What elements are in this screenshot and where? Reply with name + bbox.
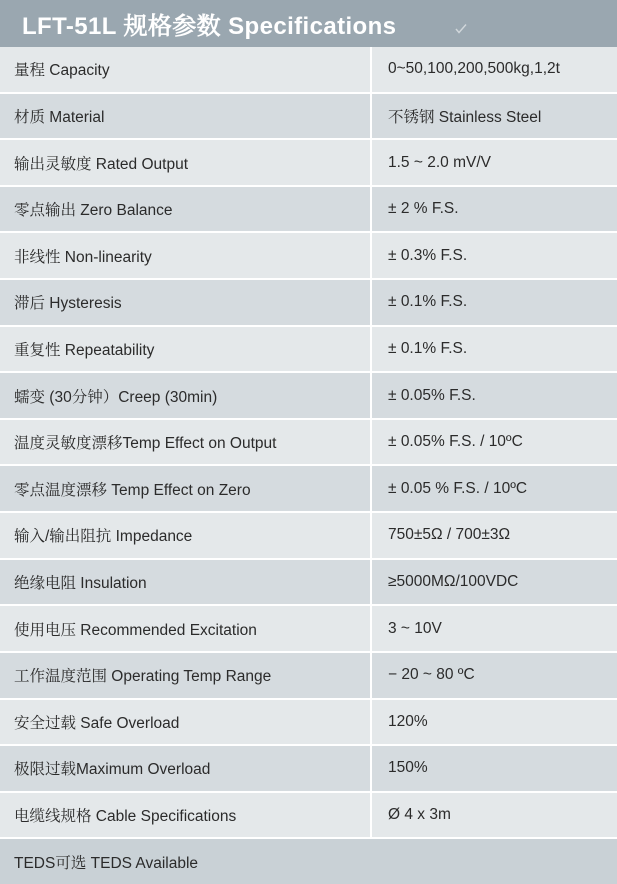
table-row	[0, 280, 617, 327]
spec-label: 输入/输出阻抗 Impedance	[0, 513, 372, 558]
spec-value: 不锈钢 Stainless Steel	[372, 94, 617, 139]
spec-label: 零点温度漂移 Temp Effect on Zero	[0, 466, 372, 511]
spec-value: 3 ~ 10V	[372, 606, 617, 651]
spec-value: 150%	[372, 746, 617, 791]
spec-label: 蠕变 (30分钟）Creep (30min)	[0, 373, 372, 418]
spec-value: ± 0.05% F.S. / 10ºC	[372, 420, 617, 465]
spec-value: Ø 4 x 3m	[372, 793, 617, 838]
spec-label: 工作温度范围 Operating Temp Range	[0, 653, 372, 698]
spec-value: 1.5 ~ 2.0 mV/V	[372, 140, 617, 185]
spec-value: 750±5Ω / 700±3Ω	[372, 513, 617, 558]
table-row	[0, 140, 617, 187]
table-row	[0, 47, 617, 94]
checkmark-icon	[455, 24, 467, 34]
table-row	[0, 420, 617, 467]
table-row	[0, 653, 617, 700]
spec-value: ± 2 % F.S.	[372, 187, 617, 232]
spec-label: 电缆线规格 Cable Specifications	[0, 793, 372, 838]
spec-value: − 20 ~ 80 ºC	[372, 653, 617, 698]
table-row	[0, 746, 617, 793]
table-row-teds	[0, 839, 617, 884]
sheet-header	[0, 0, 617, 47]
table-row	[0, 466, 617, 513]
specifications-table	[0, 47, 617, 884]
spec-label: 滞后 Hysteresis	[0, 280, 372, 325]
spec-label: 输出灵敏度 Rated Output	[0, 140, 372, 185]
table-row	[0, 233, 617, 280]
spec-label: 温度灵敏度漂移Temp Effect on Output	[0, 420, 372, 465]
table-row	[0, 560, 617, 607]
spec-value: 120%	[372, 700, 617, 745]
spec-label: 重复性 Repeatability	[0, 327, 372, 372]
spec-label: 极限过载Maximum Overload	[0, 746, 372, 791]
spec-label: 使用电压 Recommended Excitation	[0, 606, 372, 651]
spec-value: ≥5000MΩ/100VDC	[372, 560, 617, 605]
table-row	[0, 327, 617, 374]
spec-label: TEDS可选 TEDS Available	[0, 839, 617, 884]
table-row	[0, 187, 617, 234]
table-row	[0, 94, 617, 141]
table-row	[0, 373, 617, 420]
spec-label: 量程 Capacity	[0, 47, 372, 92]
spec-value: 0~50,100,200,500kg,1,2t	[372, 47, 617, 92]
page-title: LFT-51L 规格参数 Specifications	[22, 13, 397, 40]
spec-value: ± 0.05 % F.S. / 10ºC	[372, 466, 617, 511]
spec-label: 绝缘电阻 Insulation	[0, 560, 372, 605]
spec-label: 非线性 Non-linearity	[0, 233, 372, 278]
spec-value: ± 0.05% F.S.	[372, 373, 617, 418]
table-row	[0, 606, 617, 653]
table-row	[0, 700, 617, 747]
spec-label: 安全过载 Safe Overload	[0, 700, 372, 745]
spec-value: ± 0.3% F.S.	[372, 233, 617, 278]
spec-value: ± 0.1% F.S.	[372, 327, 617, 372]
spec-value: ± 0.1% F.S.	[372, 280, 617, 325]
spec-label: 材质 Material	[0, 94, 372, 139]
spec-label: 零点输出 Zero Balance	[0, 187, 372, 232]
table-row	[0, 793, 617, 840]
table-row	[0, 513, 617, 560]
